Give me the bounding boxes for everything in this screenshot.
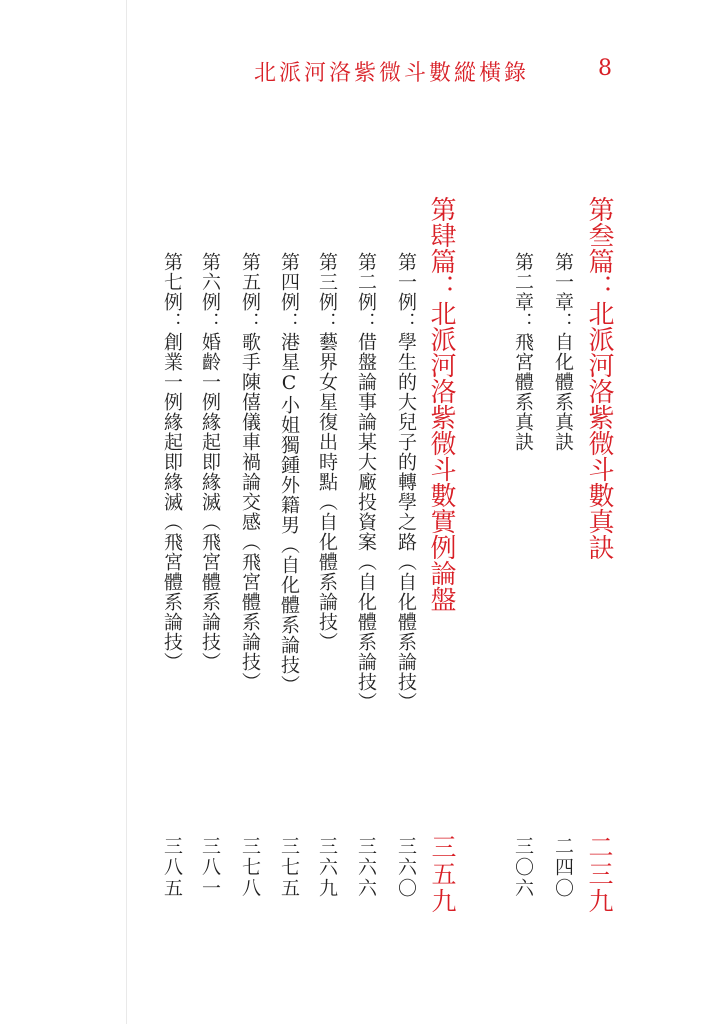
toc-page-part3-ch2: 三〇六 [512, 836, 534, 899]
toc-entry-part4-ex5: 第五例：歌手陳僖儀車禍論交感（飛宮體系論技） [239, 252, 261, 692]
toc-page-part3-ch1: 二四〇 [552, 836, 574, 899]
toc-entry-part4-ex2: 第二例：借盤論事論某大廠投資案（自化體系論技） [355, 252, 377, 712]
toc-entry-part3-ch2: 第二章：飛宮體系真訣 [512, 252, 534, 452]
toc-page-part4-ex2: 三六六 [355, 836, 377, 899]
toc-page-part4-ex6: 三八一 [199, 836, 221, 899]
toc-entry-part4-ex4: 第四例：港星C小姐獨鍾外籍男（自化體系論技） [278, 252, 300, 695]
toc-entry-part4-ex3: 第三例：藝界女星復出時點（自化體系論技） [316, 252, 338, 652]
toc-entry-part4-ex6: 第六例：婚齡一例緣起即緣滅（飛宮體系論技） [199, 252, 221, 672]
toc-entry-part4-ex1: 第一例：學生的大兒子的轉學之路（自化體系論技） [395, 252, 417, 712]
toc-page-part4-ex1: 三六〇 [395, 836, 417, 899]
toc-page-part4-ex4: 三七五 [278, 836, 300, 899]
toc-entry-part4-ex7: 第七例：創業一例緣起即緣滅（飛宮體系論技） [161, 252, 183, 672]
toc-page-part4-ex7: 三八五 [161, 836, 183, 899]
page-number: 8 [598, 56, 612, 81]
running-title: 北派河洛紫微斗數縱橫錄 [254, 61, 530, 86]
part4-heading: 第肆篇：北派河洛紫微斗數實例論盤 [426, 196, 456, 612]
toc-page-part4-ex5: 三七八 [239, 836, 261, 899]
toc-entry-part3-ch1: 第一章：自化體系真訣 [552, 252, 574, 452]
part4-page: 三五九 [428, 834, 457, 915]
toc-page-part4-ex3: 三六九 [316, 836, 338, 899]
part3-heading: 第叁篇：北派河洛紫微斗數真訣 [584, 196, 614, 560]
page-gutter-line [126, 0, 127, 1024]
part3-page: 二三九 [585, 834, 614, 915]
